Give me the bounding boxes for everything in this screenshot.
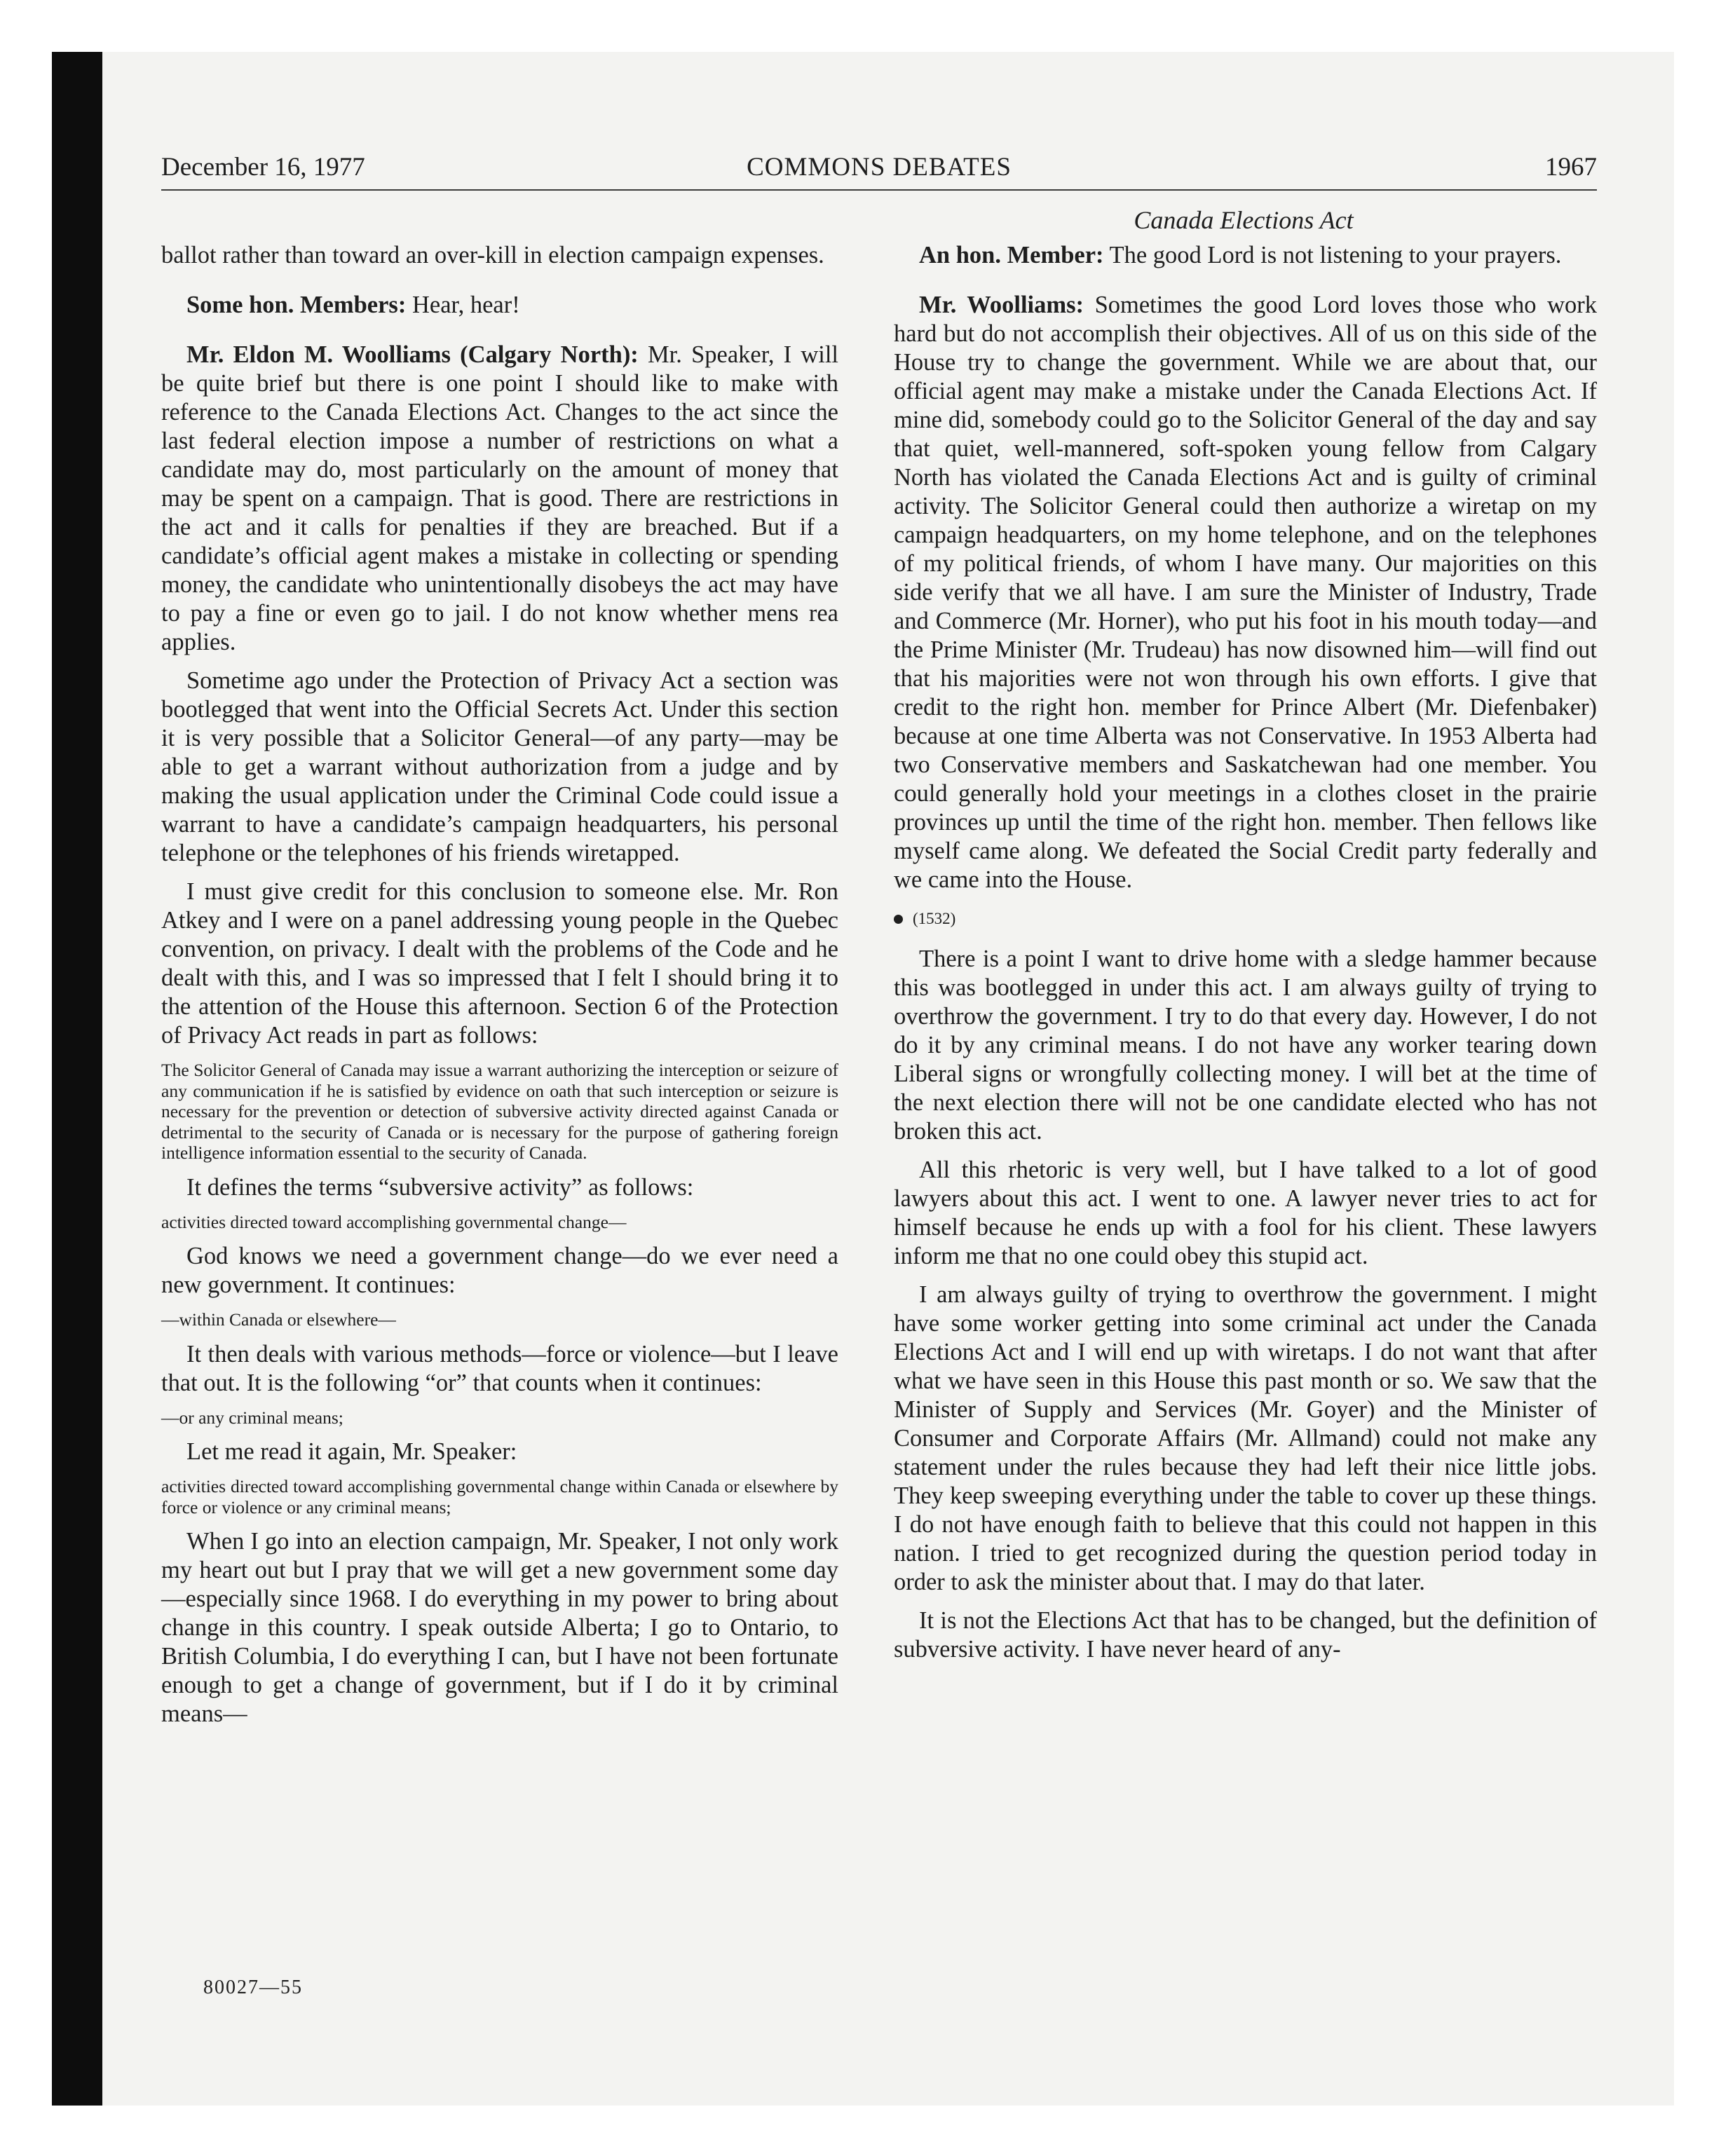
speaker-name: Mr. Woolliams:	[919, 292, 1084, 318]
speaker-name: An hon. Member:	[919, 242, 1104, 268]
speech-text: The good Lord is not listening to your prayers.	[1103, 242, 1562, 268]
quoted-statute: The Solicitor General of Canada may issue a warrant authorizing the interception or seizure of any communication if he is satisfied by evidence on oath that such interception or seizure is necessary for the prevention or detection of subversive activity directed against Canada or detrimental to the security of Canada or is necessary for the purpose of gathering foreign intelligence information essential to the security of Canada.	[161, 1060, 838, 1163]
paragraph: It then deals with various methods—force or violence—but I leave that out. It is the following “or” that counts when it continues:	[161, 1340, 838, 1396]
paragraph: When I go into an election campaign, Mr. Speaker, I not only work my heart out but I pray that we will get a new government some day—especially since 1968. I do everything in my power to bring about change in this country. I speak outside Alberta; I go to Ontario, to British Columbia, I do everything I can, but I have not been fortunate enough to get a change of government, but if I do it by criminal means—	[161, 1528, 838, 1727]
paragraph: I am always guilty of trying to overthrow the government. I might have some worker getting into some criminal act under the Canada Elections Act and I will end up with wiretaps. I do not want that after what we have seen in this House this past month or so. We saw that the Minister of Supply and Services (Mr. Goyer) and the Minister of Consumer and Corporate Affairs (Mr. Allmand) could not make any statement under the rules because they had left their nice little jobs. They keep sweeping everything under the table to cover up these things. I do not have enough faith to believe that this could not happen in this nation. I tried to get recognized during the question period today in order to ask the minister about that. I may do that later.	[894, 1281, 1597, 1595]
paragraph: God knows we need a government change—do we ever need a new government. It continues:	[161, 1243, 838, 1298]
header-date: December 16, 1977	[161, 153, 365, 182]
paragraph: I must give credit for this conclusion to someone else. Mr. Ron Atkey and I were on a panel addressing young people in the Quebec convention, on privacy. I dealt with the problems of the Code and he dealt with this, and I was so impressed that I felt I should bring it to the attention of the House this afternoon. Section 6 of the Protection of Privacy Act reads in part as follows:	[161, 878, 838, 1049]
paragraph: Let me read it again, Mr. Speaker:	[186, 1438, 517, 1465]
quoted-statute: —or any criminal means;	[161, 1407, 343, 1428]
publication-title: COMMONS DEBATES	[747, 153, 1012, 182]
time-stamp	[894, 908, 1597, 929]
paragraph: All this rhetoric is very well, but I have talked to a lot of good lawyers about this act. I went to one. A lawyer never tries to act for himself because he ends up with a fool for his client. These lawyers inform me that no one could obey this stupid act.	[894, 1157, 1597, 1269]
speech	[894, 291, 1597, 894]
quoted-statute: activities directed toward accomplishing governmental change within Canada or elsewhere by force or violence or any criminal means;	[161, 1476, 838, 1517]
paragraph: It defines the terms “subversive activity” as follows:	[186, 1173, 694, 1201]
time-stamp-text: (1532)	[913, 910, 956, 927]
speech-text: Sometimes the good Lord loves those who work hard but do not accomplish their objectives. All of us on this side of the House try to change the government. While we are about that, our official agent may make a mistake under the Canada Elections Act. If mine did, somebody could go to the Solicitor General of the day and say that quiet, well-mannered, soft-spoken young fellow from Calgary North has violated the Canada Elections Act and is guilty of criminal activity. The Solicitor General could then authorize a wiretap on my campaign headquarters, on my home telephone, and on the telephones of my political friends, of whom I have many. Our majorities on this side verify that we all have. I am sure the Minister of Industry, Trade and Commerce (Mr. Horner), who put his foot in his mouth today—and the Prime Minister (Mr. Trudeau) has now disowned him—will find out that his majorities were not won through his own efforts. I give that credit to the right hon. member for Prince Albert (Mr. Diefenbaker) because at one time Alberta was not Conservative. In 1953 Alberta had two Conservative members and Saskatchewan had one member. You could generally hold your meetings in a clothes closet in the prairie provinces up until the time of the right hon. member. Then fellows like myself came along. We defeated the Social Credit party federally and we came into the House.	[894, 292, 1597, 893]
paragraph: It is not the Elections Act that has to be changed, but the definition of subversive activity. I have never heard of any-	[894, 1607, 1597, 1663]
paragraph: There is a point I want to drive home with a sledge hammer because this was bootlegged in under this act. I am always guilty of trying to overthrow the government. I try to do that every day. However, I do not do it by any criminal means. I do not have any worker tearing down Liberal signs or wrongfully collecting money. I will bet at the time of the next election there will not be one candidate elected who has not broken this act.	[894, 946, 1597, 1145]
paragraph: Sometime ago under the Protection of Privacy Act a section was bootlegged that went into the Official Secrets Act. Under this section it is very possible that a Solicitor General—of any party—may be able to get a warrant without authorization from a judge and by making the usual application under the Criminal Code could issue a warrant to have a candidate’s campaign headquarters, his personal telephone or the telephones of his friends wiretapped.	[161, 667, 838, 866]
speech	[161, 341, 838, 657]
speech	[161, 291, 838, 320]
scan-binding-edge	[52, 52, 102, 2106]
quoted-statute: —within Canada or elsewhere—	[161, 1309, 396, 1330]
bullet-icon	[894, 915, 903, 924]
printer-folio: 80027—55	[203, 1977, 303, 1998]
speech-text: Hear, hear!	[406, 292, 520, 318]
quoted-statute: activities directed toward accomplishing governmental change—	[161, 1211, 627, 1232]
speech	[894, 241, 1597, 270]
paragraph: ballot rather than toward an over-kill in election campaign expenses.	[161, 242, 824, 268]
speaker-name: Mr. Eldon M. Woolliams (Calgary North):	[186, 341, 639, 368]
page-number: 1967	[1545, 153, 1597, 182]
speech-text: Mr. Speaker, I will be quite brief but there is one point I should like to make with reference to the Canada Elections Act. Changes to the act since the last federal election impose a number of restrictions on what a candidate may do, most particularly on the amount of money that may be spent on a campaign. That is good. There are restrictions in the act and it calls for penalties if they are breached. But if a candidate’s official agent makes a mistake in collecting or spending money, the candidate who unintentionally disobeys the act may have to pay a fine or even go to jail. I do not know whether mens rea applies.	[161, 341, 839, 655]
right-column	[894, 241, 1597, 1674]
speaker-name: Some hon. Members:	[186, 292, 407, 318]
running-head: Canada Elections Act	[1134, 206, 1354, 234]
page-header	[161, 150, 1597, 191]
left-column	[161, 241, 838, 1738]
